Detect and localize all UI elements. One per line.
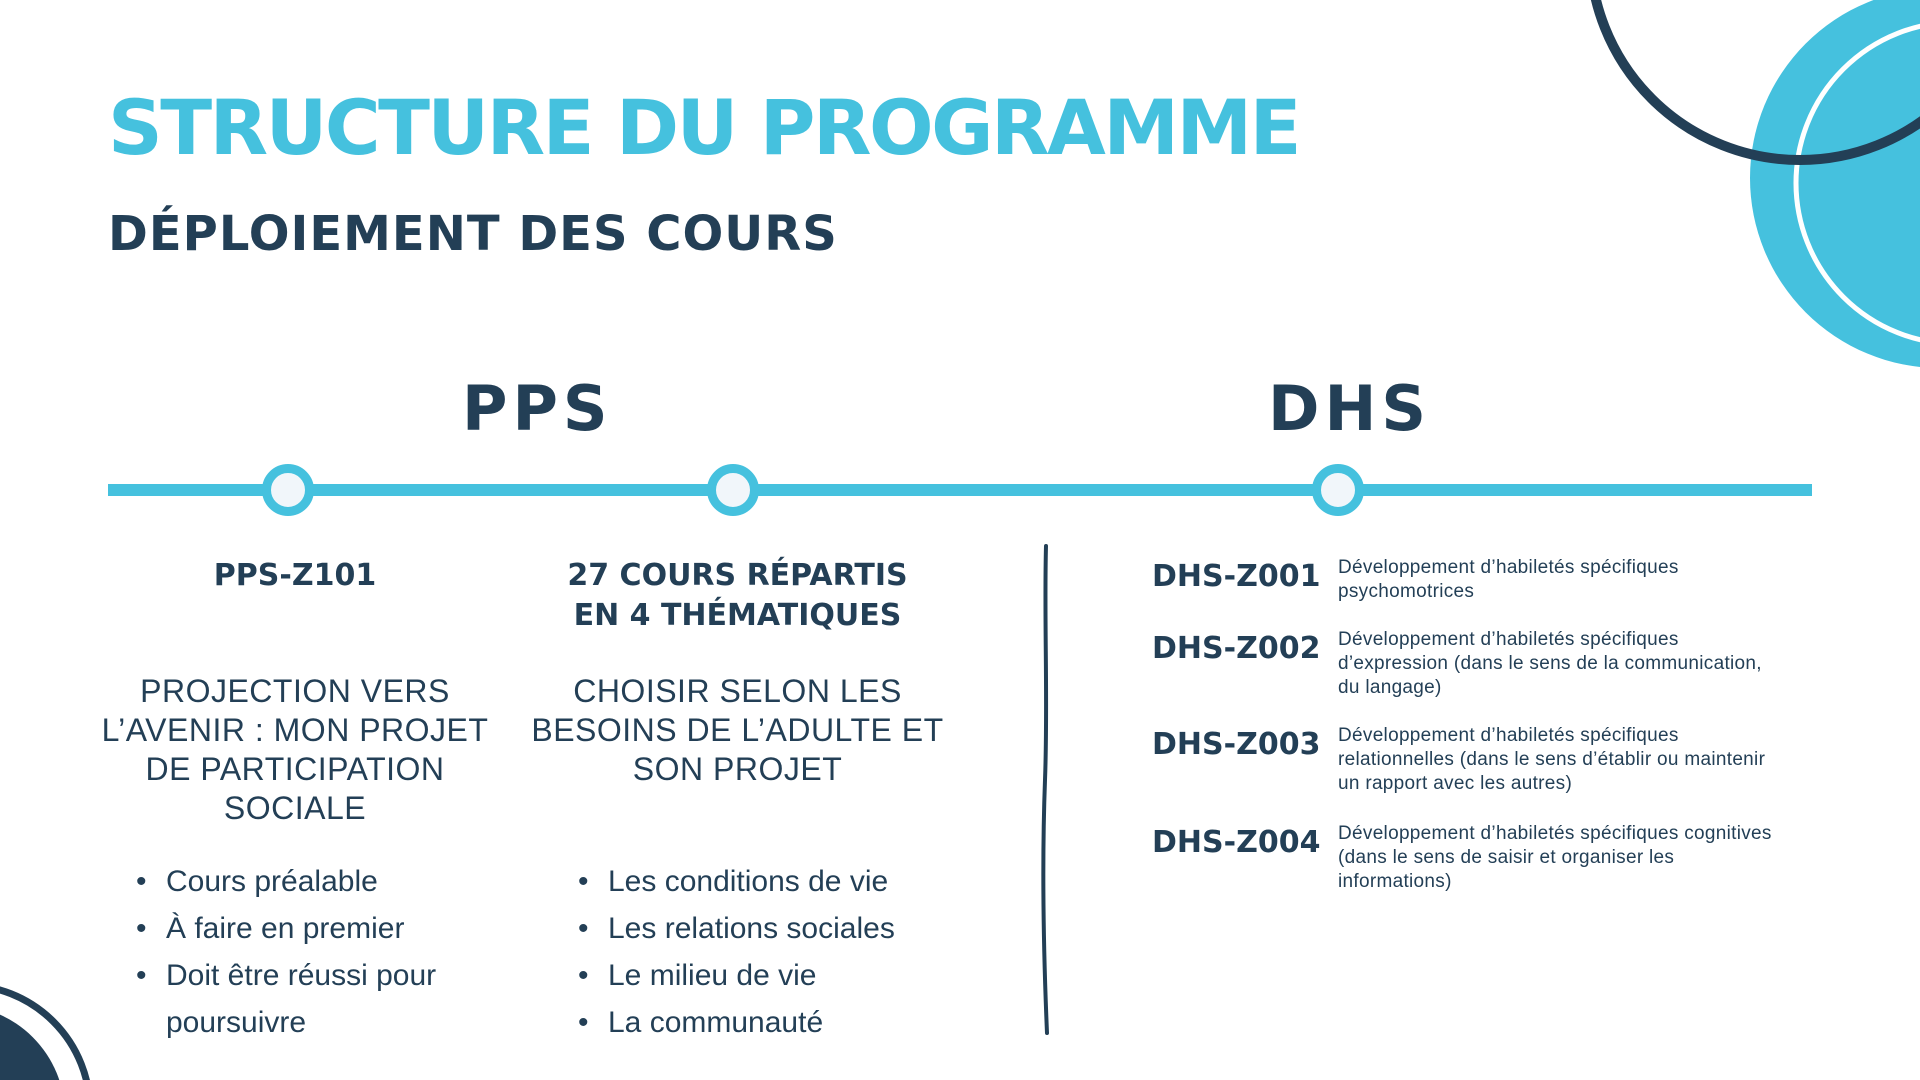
- dhs-course-description: [1338, 724, 1798, 796]
- dhs-course-code: DHS-Z001: [1152, 559, 1321, 594]
- dhs-course-description: [1338, 822, 1798, 894]
- list-item: • À faire en premier: [136, 905, 436, 952]
- dhs-description-line: Développement d’habiletés spécifiques: [1338, 725, 1679, 746]
- list-item: • Le milieu de vie: [578, 952, 895, 999]
- list-item: • Les relations sociales: [578, 905, 895, 952]
- thematiques-bullet-list: [578, 858, 895, 1046]
- page-title: STRUCTURE DU PROGRAMME: [108, 83, 1300, 172]
- divider-stroke: [1043, 546, 1047, 1033]
- dhs-description-line: un rapport avec les autres): [1338, 773, 1573, 794]
- dhs-course-code: DHS-Z004: [1152, 825, 1321, 860]
- list-item: • La communauté: [578, 999, 895, 1046]
- dhs-description-line: psychomotrices: [1338, 581, 1475, 602]
- dhs-course-code: DHS-Z003: [1152, 727, 1321, 762]
- vertical-divider: [1030, 540, 1060, 1040]
- list-item-continuation: [136, 999, 436, 1046]
- thematiques-heading: [530, 556, 945, 636]
- pps-z101-description-line: PROJECTION VERS: [140, 673, 450, 709]
- timeline-node-dhs: [1312, 464, 1364, 516]
- dhs-description-line: relationnelles (dans le sens d’établir ou maintenir: [1338, 749, 1766, 770]
- thematiques-description: [530, 672, 945, 789]
- decorative-filled-circle-bottom: [0, 1005, 65, 1080]
- thematiques-heading-line: 27 COURS RÉPARTIS: [567, 558, 908, 593]
- thematiques-description-line: CHOISIR SELON LES: [573, 673, 902, 709]
- pps-z101-description-line: SOCIALE: [223, 790, 367, 826]
- dhs-description-line: Développement d’habiletés spécifiques: [1338, 557, 1679, 578]
- list-item-continuation-text: poursuivre: [166, 1006, 307, 1039]
- pps-z101-description: [90, 672, 500, 828]
- list-item: • Les conditions de vie: [578, 858, 895, 905]
- thematiques-description-line: SON PROJET: [632, 751, 843, 787]
- section-label-pps: PPS: [462, 372, 613, 445]
- dhs-description-line: Développement d’habiletés spécifiques cognitives: [1338, 823, 1772, 844]
- pps-z101-heading-line: PPS-Z101: [213, 558, 377, 593]
- list-item: • Doit être réussi pour: [136, 952, 436, 999]
- thematiques-description-line: BESOINS DE L’ADULTE ET: [531, 712, 944, 748]
- pps-z101-description-line: DE PARTICIPATION: [145, 751, 445, 787]
- page-subtitle: DÉPLOIEMENT DES COURS: [108, 206, 838, 262]
- pps-z101-heading: [90, 556, 500, 596]
- dhs-description-line: (dans le sens de saisir et organiser les: [1338, 847, 1675, 868]
- pps-z101-description-line: L’AVENIR : MON PROJET: [101, 712, 489, 748]
- dhs-description-line: d’expression (dans le sens de la communication,: [1338, 653, 1762, 674]
- dhs-course-description: [1338, 628, 1798, 700]
- dhs-course-code: DHS-Z002: [1152, 631, 1321, 666]
- thematiques-heading-line: EN 4 THÉMATIQUES: [573, 598, 902, 633]
- timeline-bar: [108, 484, 1812, 496]
- dhs-course-description: [1338, 556, 1798, 604]
- pps-z101-bullet-list: [136, 858, 436, 1046]
- dhs-description-line: du langage): [1338, 677, 1442, 698]
- dhs-description-line: informations): [1338, 871, 1452, 892]
- list-item: • Cours préalable: [136, 858, 436, 905]
- section-label-dhs: DHS: [1268, 372, 1432, 445]
- timeline-node-pps-z101: [262, 464, 314, 516]
- timeline-node-thematiques: [707, 464, 759, 516]
- dhs-description-line: Développement d’habiletés spécifiques: [1338, 629, 1679, 650]
